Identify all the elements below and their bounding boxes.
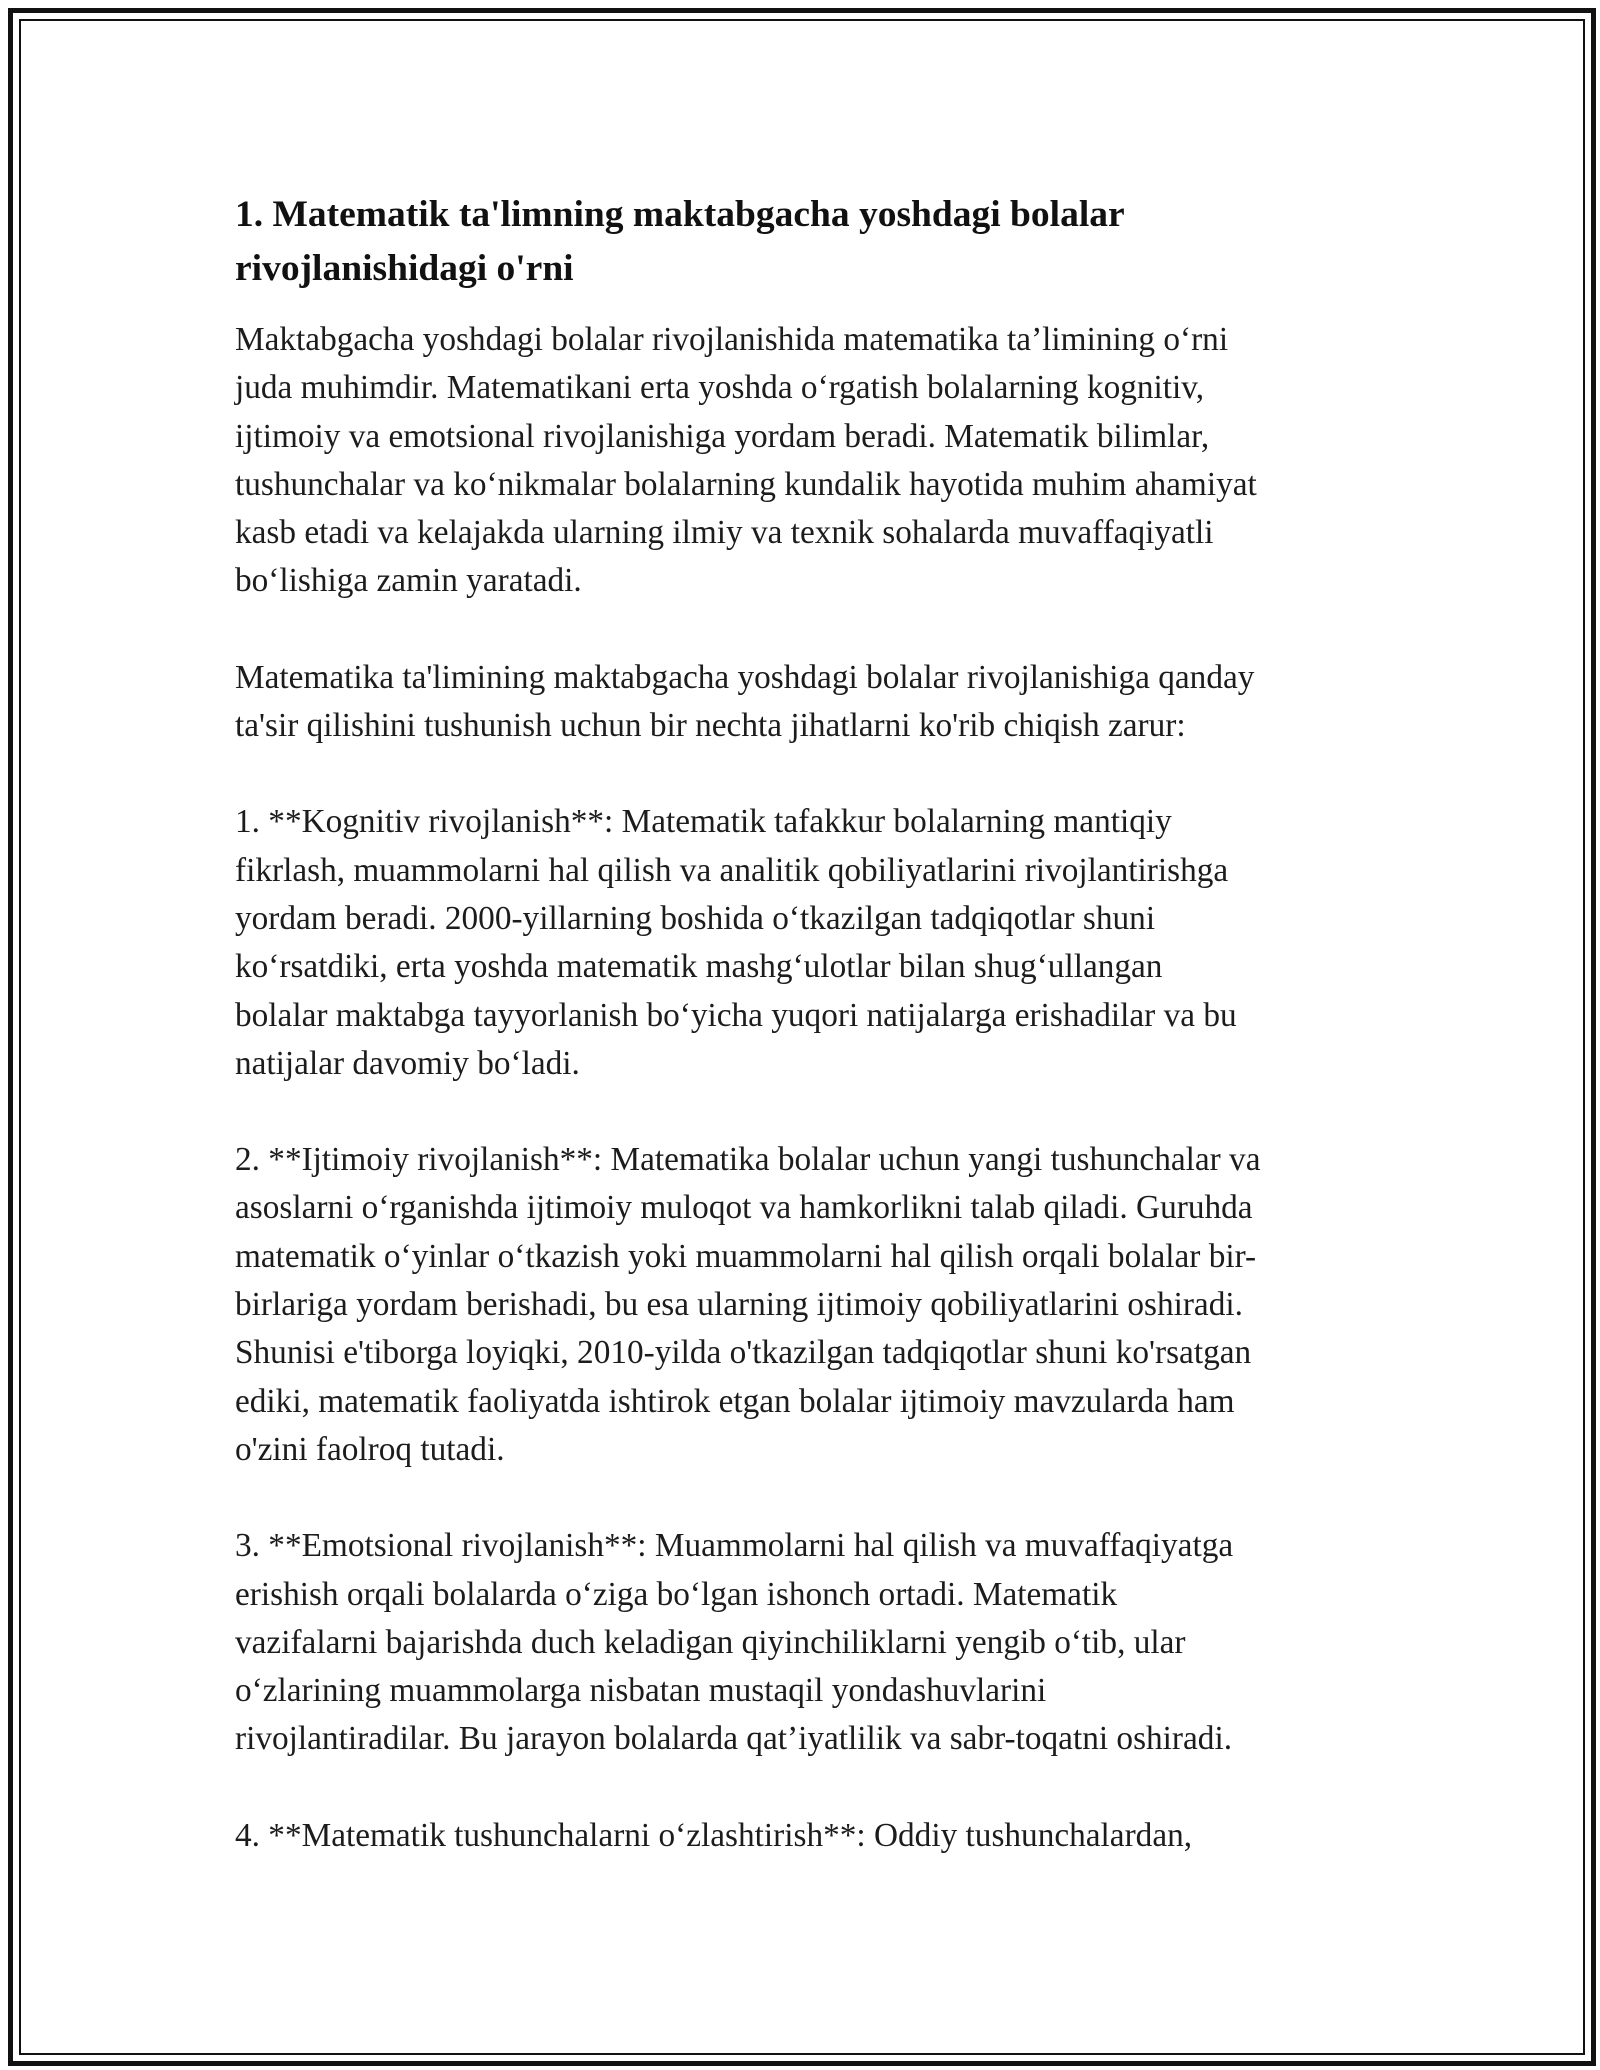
text-line: ko‘rsatdiki, erta yoshda matematik mashg‘ulotlar bilan shug‘ullangan <box>235 948 1163 986</box>
text-line: vazifalarni bajarishda duch keladigan qiyinchiliklarni yengib o‘tib, ular <box>235 1623 1186 1661</box>
text-line: ediki, matematik faoliyatda ishtirok etgan bolalar ijtimoiy mavzularda ham <box>235 1382 1235 1420</box>
text-line: ta'sir qilishini tushunish uchun bir nechta jihatlarni ko'rib chiqish zarur: <box>235 707 1186 745</box>
text-line: bolalar maktabga tayyorlanish bo‘yicha yuqori natijalarga erishadilar va bu <box>235 996 1237 1034</box>
text-line: ijtimoiy va emotsional rivojlanishiga yordam beradi. Matematik bilimlar, <box>235 417 1210 455</box>
text-line: tushunchalar va ko‘nikmalar bolalarning kundalik hayotida muhim ahamiyat <box>235 465 1257 503</box>
cognitive-development-paragraph <box>235 798 1375 1088</box>
text-line: Maktabgacha yoshdagi bolalar rivojlanishida matematika ta’limining o‘rni <box>235 321 1229 358</box>
aspects-intro-paragraph <box>235 654 1375 751</box>
text-line: 1. **Kognitiv rivojlanish**: Matematik tafakkur bolalarning mantiqiy <box>235 803 1172 841</box>
text-line: kasb etadi va kelajakda ularning ilmiy va texnik sohalarda muvaffaqiyatli <box>235 514 1214 552</box>
text-line: o'zini faolroq tutadi. <box>235 1430 505 1468</box>
text-line: bo‘lishiga zamin yaratadi. <box>235 562 582 600</box>
text-line: juda muhimdir. Matematikani erta yoshda o‘rgatish bolalarning kognitiv, <box>235 369 1205 407</box>
text-line: fikrlash, muammolarni hal qilish va analitik qobiliyatlarini rivojlantirishga <box>235 851 1229 889</box>
title-line: rivojlanishidagi o'rni <box>235 248 574 289</box>
math-concepts-paragraph <box>235 1812 1375 1860</box>
emotional-development-paragraph <box>235 1522 1375 1763</box>
text-line: Shunisi e'tiborga loyiqki, 2010-yilda o'tkazilgan tadqiqotlar shuni ko'rsatgan <box>235 1334 1252 1372</box>
text-line: 2. **Ijtimoiy rivojlanish**: Matematika bolalar uchun yangi tushunchalar va <box>235 1141 1261 1179</box>
text-line: Matematika ta'limining maktabgacha yoshdagi bolalar rivojlanishiga qanday <box>235 658 1255 696</box>
text-line: o‘zlarining muammolarga nisbatan mustaqil yondashuvlarini <box>235 1672 1047 1710</box>
text-line: natijalar davomiy bo‘ladi. <box>235 1044 580 1082</box>
page-content <box>235 188 1375 1860</box>
text-line: asoslarni o‘rganishda ijtimoiy muloqot va hamkorlikni talab qiladi. Guruhda <box>235 1189 1253 1227</box>
text-line: yordam beradi. 2000-yillarning boshida o‘tkazilgan tadqiqotlar shuni <box>235 899 1156 937</box>
document-title <box>235 188 1375 296</box>
intro-paragraph <box>235 316 1375 606</box>
text-line: birlariga yordam berishadi, bu esa ularning ijtimoiy qobiliyatlarini oshiradi. <box>235 1286 1243 1324</box>
text-line: rivojlantiradilar. Bu jarayon bolalarda qat’iyatlilik va sabr-toqatni oshiradi. <box>235 1720 1233 1758</box>
title-line: 1. Matematik ta'limning maktabgacha yoshdagi bolalar <box>235 194 1125 235</box>
text-line: erishish orqali bolalarda o‘ziga bo‘lgan ishonch ortadi. Matematik <box>235 1575 1118 1613</box>
text-line: 3. **Emotsional rivojlanish**: Muammolarni hal qilish va muvaffaqiyatga <box>235 1527 1234 1565</box>
text-line: 4. **Matematik tushunchalarni o‘zlashtirish**: Oddiy tushunchalardan, <box>235 1816 1193 1854</box>
social-development-paragraph <box>235 1136 1375 1474</box>
text-line: matematik o‘yinlar o‘tkazish yoki muammolarni hal qilish orqali bolalar bir- <box>235 1237 1257 1275</box>
